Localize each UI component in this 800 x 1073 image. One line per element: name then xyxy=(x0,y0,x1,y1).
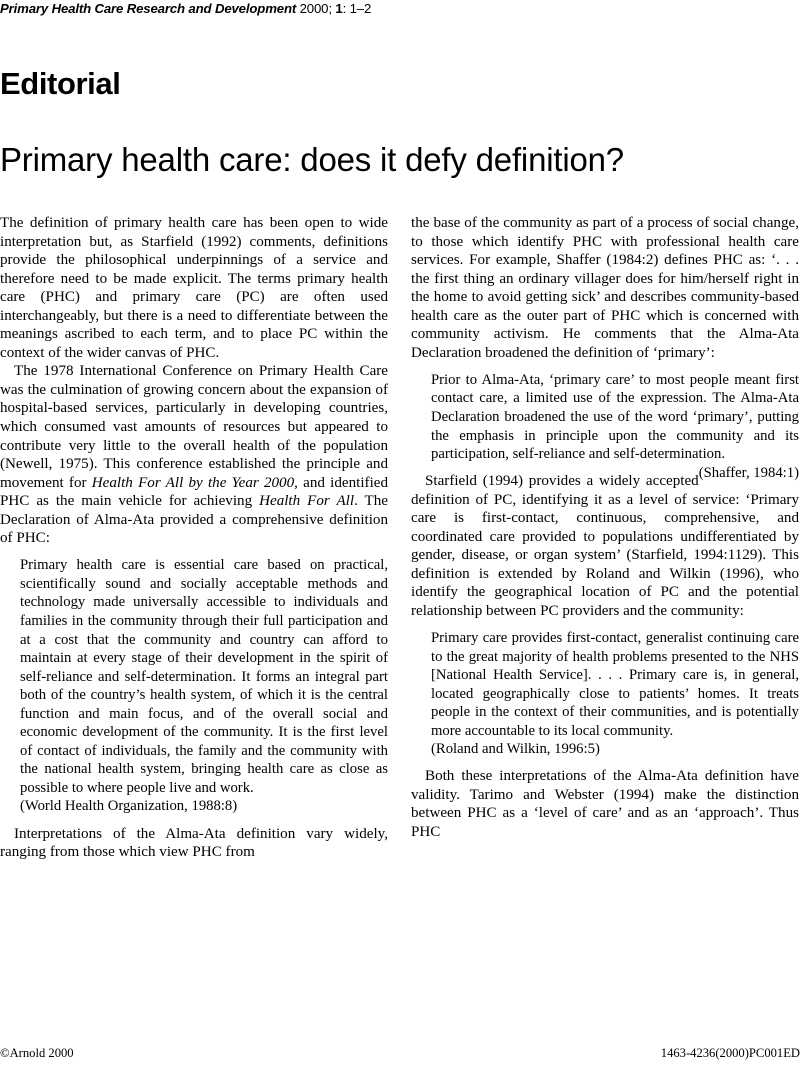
running-head-journal-title: Primary Health Care Research and Development xyxy=(0,1,297,16)
column-right xyxy=(411,214,799,1034)
running-head-volume: 1 xyxy=(335,1,343,16)
paragraph: the base of the community as part of a process of social change, to those which identify PHC with professional health care services. For example, Shaffer (1984:2) defines PHC as: ‘. . . the first thing an ordinary villager does for him/herself right in the home to avoid getting sick’ and describes community-based health care as the outer part of PHC which is concerned with community activism. He comments that the Alma-Ata Declaration broadened the definition of ‘primary’: xyxy=(411,215,799,361)
italic-title-health-for-all: Health For All xyxy=(259,493,355,510)
running-head xyxy=(0,1,800,16)
blockquote-text xyxy=(431,371,799,481)
blockquote-roland-wilkin xyxy=(411,620,799,767)
copyright-notice: ©Arnold 2000 xyxy=(0,1046,74,1060)
blockquote-text: Primary care provides first-contact, generalist continuing care to the great majority of health problems presented to the NHS [National Health Service]. . . . Primary care is, in general, located geographically close to patients’ homes. It treats people in the context of their communities, and is potentially more accountable to its local community. xyxy=(431,629,799,739)
section-label: Editorial xyxy=(0,65,121,101)
paragraph-text-run: . The Declaration of Alma-Ata provided a comprehensive definition of PHC: xyxy=(0,493,388,547)
blockquote-citation: (Shaffer, 1984:1) xyxy=(698,464,799,481)
running-head-page-range: : 1–2 xyxy=(342,1,372,16)
blockquote-citation: (Roland and Wilkin, 1996:5) xyxy=(431,741,600,758)
blockquote-who-definition xyxy=(0,548,388,825)
paragraph: The definition of primary health care has been open to wide interpretation but, as Starfield (1992) comments, definitions provide the philosophical underpinnings of a service and therefore need to be made explicit. The terms primary health care (PHC) and primary care (PC) are often used interchangeably, but there is a need to differentiate between the meanings ascribed to each term, and to place PC within the context of the wider canvas of PHC. xyxy=(0,215,388,361)
italic-title-health-for-all-2000: Health For All by the Year 2000 xyxy=(91,474,295,491)
paragraph-text-run: , and identified PHC as the main vehicle for achieving xyxy=(0,474,389,510)
blockquote-shaffer xyxy=(411,362,799,481)
page-footer xyxy=(0,1046,800,1061)
article-body xyxy=(0,214,800,1034)
paragraph: Both these interpretations of the Alma-Ata definition have validity. Tarimo and Webster (1994) make the distinction between PHC as a ‘level of care’ and as an ‘approach’. Thus PHC xyxy=(411,768,799,840)
paragraph-text-run: The 1978 International Conference on Primary Health Care was the culmination of growing concern about the expansion of hospital-based services, particularly in developing countries, which consumed vast amounts of resources but appeared to contribute very little to the overall health of the population (Newell, 1975). This conference established the principle and movement for xyxy=(0,363,388,491)
blockquote-text-run: Prior to Alma-Ata, ‘primary care’ to most people meant first contact care, a limited use of the expression. The Alma-Ata Declaration broadened the use of the word ‘primary’, putting the emphasis in principle upon the community and its participation, self-reliance and self-determination. xyxy=(431,371,799,463)
running-head-year: 2000; xyxy=(296,1,336,16)
blockquote-citation: (World Health Organization, 1988:8) xyxy=(20,798,238,815)
blockquote-text: Primary health care is essential care based on practical, scientifically sound and socially acceptable methods and technology made universally accessible to individuals and families in the community through their full participation and at a cost that the community and country can afford to maintain at every stage of their development in the spirit of self-reliance and self-determination. It forms an integral part both of the country’s health system, of which it is the central function and main focus, and of the overall social and economic development of the community. It is the first level of contact of individuals, the family and the community with the national health system, bringing health care as close as possible to where people live and work. xyxy=(20,557,388,796)
column-left xyxy=(0,214,388,1034)
issn-article-code: 1463-4236(2000)PC001ED xyxy=(660,1046,800,1060)
paragraph: Starfield (1994) provides a widely accepted definition of PC, identifying it as a level of service: ‘Primary care is first-contact, continuous, comprehensive, and coordinated care provided to populations undifferentiated by gender, disease, or organ system’ (Starfield, 1994:1129). This definition is extended by Roland and Wilkin (1996), who identify the geographical location of PC and the potential relationship between PC providers and the community: xyxy=(411,473,799,619)
page-title: Primary health care: does it defy definition? xyxy=(0,141,624,179)
paragraph xyxy=(0,362,388,547)
paragraph: Interpretations of the Alma-Ata definition vary widely, ranging from those which view PHC from xyxy=(0,825,388,861)
